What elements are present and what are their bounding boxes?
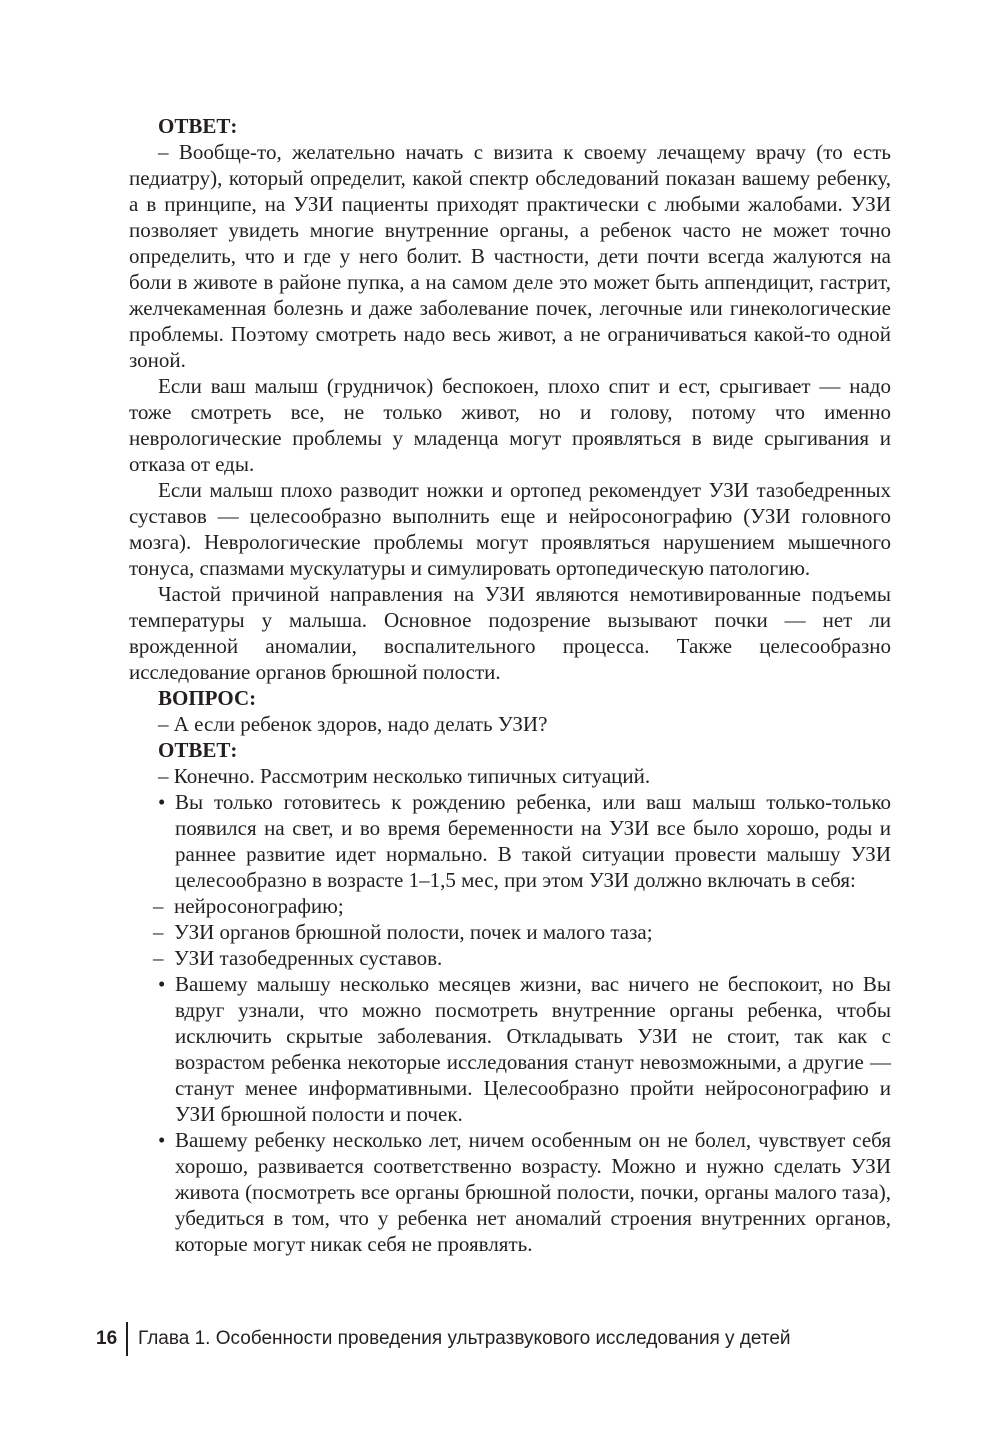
page-footer [96,1325,791,1353]
sub-list-item-text: УЗИ тазобедренных суставов. [174,946,443,970]
list-item [129,971,891,1127]
page-number: 16 [96,1328,118,1349]
answer-heading-2: ОТВЕТ: [158,738,238,762]
answer-paragraph-2: – Конечно. Рассмотрим несколько типичных ситуаций. [158,764,651,788]
sub-list-item [129,919,891,945]
sub-list-item [129,945,891,971]
dash-mark: – [153,946,164,970]
answer-paragraph-1: – Вообще-то, желательно начать с визита к своему лечащему врачу (то есть педиатру), который определит, какой спектр обследований показан вашему ребенку, а в принципе, на УЗИ пациенты приходят практически с любыми жалобами. УЗИ позволяет увидеть многие внутренние органы, а ребенок часто не может точно определить, что и где у него болит. В частности, дети почти всегда жалуются на боли в животе в районе пупка, а на самом деле это может быть аппендицит, гастрит, желчекаменная болезнь и даже заболевание почек, легочные или гинекологические проблемы. Поэтому смотреть надо весь живот, а не ограничиваться какой-то одной зоной. [129,140,891,372]
question-text: – А если ребенок здоров, надо делать УЗИ? [158,712,548,736]
chapter-title: Глава 1. Особенности проведения ультразвукового исследования у детей [138,1328,791,1349]
bullet-mark: • [158,1128,166,1152]
bullet-mark: • [158,790,166,814]
paragraph-temperature: Частой причиной направления на УЗИ являются немотивированные подъемы температуры у малыша. Основное подозрение вызывают почки — нет ли врожденной аномалии, воспалительного процесса. Также целесообразно исследование органов брюшной полости. [129,582,891,684]
dash-mark: – [153,920,164,944]
sub-list-item [129,893,891,919]
list-item-text: Вашему ребенку несколько лет, ничем особенным он не болел, чувствует себя хорошо, развивается соответственно возрасту. Можно и нужно сделать УЗИ живота (посмотреть все органы брюшной полости, почки, органы малого таза), убедиться в том, что у ребенка нет аномалий строения внутренних органов, которые могут никак себя не проявлять. [175,1128,891,1256]
sub-list-item-text: УЗИ органов брюшной полости, почек и малого таза; [174,920,653,944]
situations-list [129,789,891,1257]
sub-list-item-text: нейросонографию; [174,894,344,918]
sub-list [129,893,891,971]
list-item-text: Вашему малышу несколько месяцев жизни, вас ничего не беспокоит, но Вы вдруг узнали, что можно посмотреть внутренние органы ребенка, чтобы исключить скрытые заболевания. Откладывать УЗИ не стоит, так как с возрастом ребенка некоторые исследования станут невозможными, а другие — станут менее информативными. Целесообразно пройти нейросонографию и УЗИ брюшной полости и почек. [175,972,891,1126]
dash-mark: – [153,894,164,918]
page-body [129,113,891,1257]
list-item-text: Вы только готовитесь к рождению ребенка, или ваш малыш только-только появился на свет, и во время беременности на УЗИ все было хорошо, роды и раннее развитие идет нормально. В такой ситуации провести малышу УЗИ целесообразно в возрасте 1–1,5 мес, при этом УЗИ должно включать в себя: [175,790,891,892]
paragraph-infant-restless: Если ваш малыш (грудничок) беспокоен, плохо спит и ест, срыгивает — надо тоже смотреть все, не только живот, но и голову, потому что именно неврологические проблемы у младенца могут проявляться в виде срыгивания и отказа от еды. [129,374,891,476]
footer-divider [126,1322,128,1356]
question-heading: ВОПРОС: [158,686,257,710]
list-item [129,789,891,971]
list-item [129,1127,891,1257]
paragraph-hip-joints: Если малыш плохо разводит ножки и ортопед рекомендует УЗИ тазобедренных суставов — целесообразно выполнить еще и нейросонографию (УЗИ головного мозга). Неврологические проблемы могут проявляться нарушением мышечного тонуса, спазмами мускулатуры и симулировать ортопедическую патологию. [129,478,891,580]
bullet-mark: • [158,972,166,996]
answer-heading-1: ОТВЕТ: [158,114,238,138]
